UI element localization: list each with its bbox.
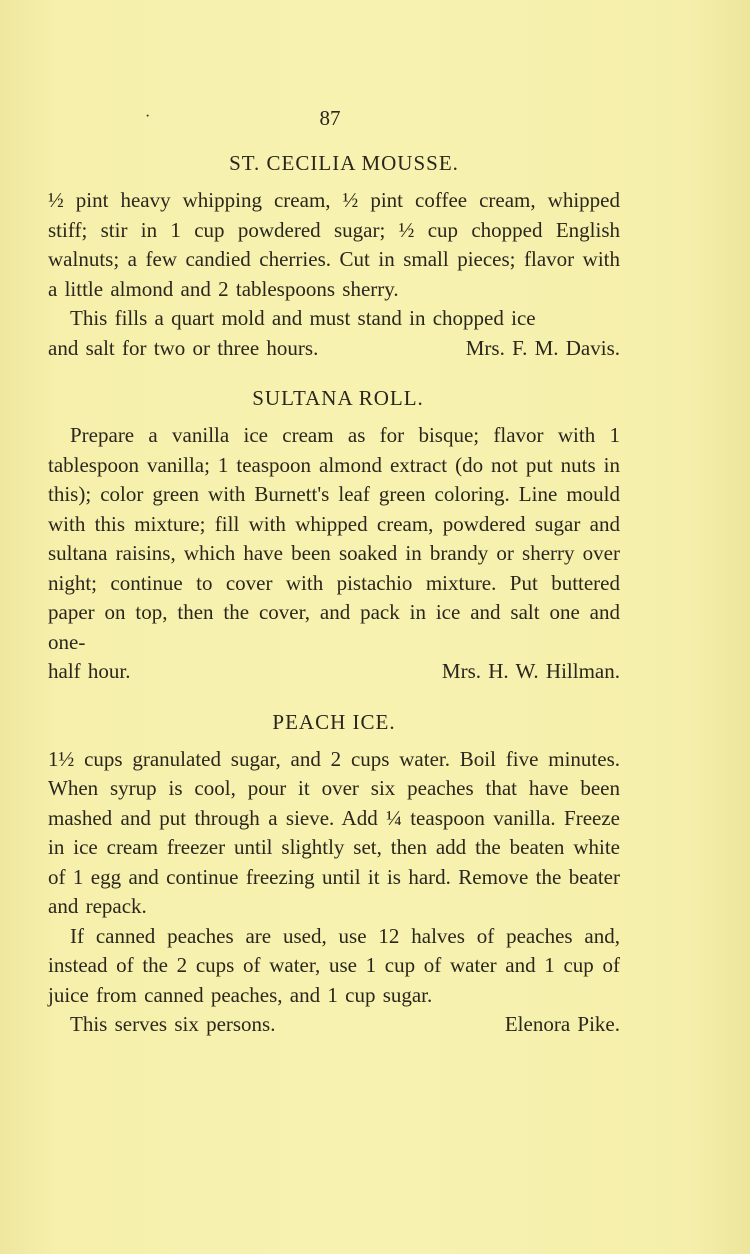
recipe-body: Prepare a vanilla ice cream as for bisque; flavor with 1 tablespoon vanilla; 1 teaspoon almond extract (do not put nuts in this); color green with Burnett's leaf green coloring. Line mould with this mixture; fill with whipped cream, powdered sugar and sultana raisins, which have been soaked in brandy or sherry over night; continue to cover with pistachio mixture. Put buttered paper on top, then the cover, and pack in ice and salt one and one- <box>48 423 620 654</box>
recipe-sultana-roll <box>48 383 620 687</box>
recipe-body: 1½ cups granulated sugar, and 2 cups water. Boil five minutes. When syrup is cool, pour it over six peaches that have been mashed and put through a sieve. Add ¼ teaspoon vanilla. Freeze in ice cream freezer until slightly set, then add the beaten white of 1 egg and continue freezing until it is hard. Remove the beater and repack. <box>48 746 620 918</box>
recipe-peach-ice <box>48 707 620 1040</box>
recipe-title: SULTANA ROLL. <box>252 386 424 410</box>
recipe-closing-line <box>48 1010 620 1040</box>
recipe-author: Elenora Pike. <box>504 1012 620 1036</box>
recipe-author: Mrs. H. W. Hillman. <box>441 659 620 683</box>
recipe-st-cecilia-mousse <box>48 148 620 363</box>
page-content <box>48 148 620 1060</box>
recipe-closing-text: This serves six persons. <box>70 1012 276 1036</box>
recipe-closing-line <box>48 657 620 687</box>
recipe-closing-text: and salt for two or three hours. <box>48 335 319 360</box>
recipe-title: PEACH ICE. <box>272 709 396 734</box>
page-number: 87 <box>319 106 341 130</box>
recipe-paragraph-2: If canned peaches are used, use 12 halves of peaches and, instead of the 2 cups of water, use 1 cup of water and 1 cup of juice from canned peaches, and 1 cup sugar. <box>48 923 620 1007</box>
recipe-body: ½ pint heavy whipping cream, ½ pint coffee cream, whipped stiff; stir in 1 cup powdered sugar; ½ cup chopped English walnuts; a few candied cherries. Cut in small pieces; flavor with a little almond and 2 tablespoons sherry. <box>48 188 620 301</box>
recipe-title: ST. CECILIA MOUSSE. <box>229 151 459 175</box>
margin-mark: · <box>145 108 151 125</box>
recipe-closing-line <box>48 334 620 364</box>
recipe-closing-first: This fills a quart mold and must stand in chopped ice <box>70 306 536 330</box>
recipe-author: Mrs. F. M. Davis. <box>465 335 620 360</box>
recipe-closing-text: half hour. <box>48 659 131 683</box>
